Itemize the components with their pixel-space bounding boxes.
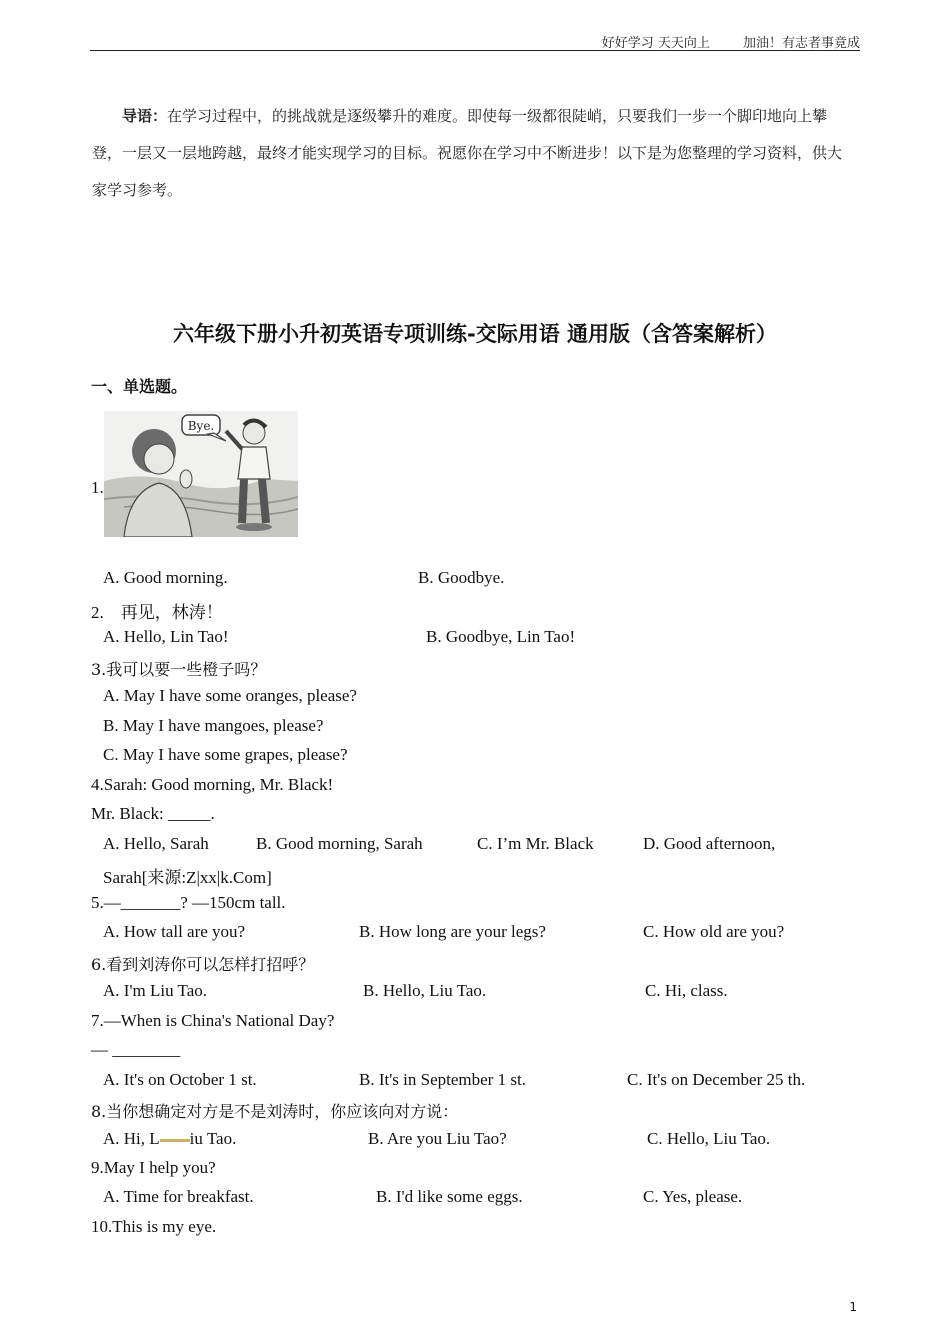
- q9-option-c: C. Yes, please.: [643, 1187, 743, 1206]
- q6-stem: 6.看到刘涛你可以怎样打招呼？: [91, 955, 315, 974]
- q9-option-a: A. Time for breakfast.: [103, 1187, 254, 1206]
- intro-text: 在学习过程中，的挑战就是逐级攀升的难度。即使每一级都很陡峭，只要我们一步一个脚印地向上攀登，一层又一层地跨越，最终才能实现学习的目标。祝愿你在学习中不断进步！以下是为您整理的学习资料，供大家学习参考。: [92, 107, 843, 199]
- q4-option-a: A. Hello, Sarah: [103, 834, 209, 853]
- page-number: 1: [849, 1300, 857, 1314]
- q4-stem: 4.Sarah: Good morning, Mr. Black!: [91, 775, 334, 794]
- highlight-mark: [160, 1136, 190, 1142]
- q7-stem: 7.—When is China's National Day?: [91, 1011, 335, 1030]
- q10-stem: 10.This is my eye.: [91, 1217, 217, 1236]
- q3-stem: 3.我可以要一些橙子吗？: [91, 660, 267, 679]
- q2-option-a: A. Hello, Lin Tao!: [103, 627, 229, 646]
- q5-option-b: B. How long are your legs?: [359, 922, 546, 941]
- q1-picture: [104, 411, 298, 537]
- q1-number: 1.: [91, 478, 104, 497]
- q2-stem: 2. 再见，林涛！: [91, 603, 223, 622]
- q2-option-b: B. Goodbye, Lin Tao!: [426, 627, 576, 646]
- q6-option-a: A. I'm Liu Tao.: [103, 981, 208, 1000]
- q4-option-b: B. Good morning, Sarah: [256, 834, 423, 853]
- q7-option-c: C. It's on December 25 th.: [627, 1070, 806, 1089]
- q8-option-b: B. Are you Liu Tao?: [368, 1129, 507, 1148]
- speech-bubble-text: Bye.: [187, 419, 215, 433]
- q9-stem: 9.May I help you?: [91, 1158, 216, 1177]
- q5-option-c: C. How old are you?: [643, 922, 785, 941]
- q7-option-b: B. It's in September 1 st.: [359, 1070, 526, 1089]
- q3-option-b: B. May I have mangoes, please?: [103, 716, 324, 735]
- page-header: [90, 30, 860, 51]
- intro-paragraph: [92, 98, 852, 209]
- q7-stem-2: — ________: [91, 1040, 181, 1059]
- q6-option-c: C. Hi, class.: [645, 981, 728, 1000]
- q9-option-b: B. I'd like some eggs.: [376, 1187, 523, 1206]
- q3-option-c: C. May I have some grapes, please?: [103, 745, 348, 764]
- q3-option-a: A. May I have some oranges, please?: [103, 686, 357, 705]
- q8-option-a: A. Hi, L iu Tao.: [103, 1129, 237, 1148]
- q6-option-b: B. Hello, Liu Tao.: [363, 981, 487, 1000]
- section-heading: 一、单选题。: [91, 377, 188, 396]
- q4-option-c: C. I’m Mr. Black: [477, 834, 594, 853]
- q4-option-d-cont: Sarah[来源:Z|xx|k.Com]: [103, 868, 272, 887]
- q1-option-a: A. Good morning.: [103, 568, 228, 587]
- q1-option-b: B. Goodbye.: [418, 568, 505, 587]
- q5-stem: 5.—_______? —150cm tall.: [91, 893, 286, 912]
- document-title: 六年级下册小升初英语专项训练-交际用语 通用版（含答案解析）: [172, 322, 778, 346]
- q7-option-a: A. It's on October 1 st.: [103, 1070, 257, 1089]
- q8-option-c: C. Hello, Liu Tao.: [647, 1129, 771, 1148]
- header-text: 好好学习 天天向上 加油！有志者事竟成: [601, 36, 860, 51]
- q4-stem-2: Mr. Black: _____.: [91, 804, 215, 823]
- q5-option-a: A. How tall are you?: [103, 922, 246, 941]
- intro-label: 导语：: [122, 107, 168, 125]
- q4-option-d: D. Good afternoon,: [643, 834, 776, 853]
- q8-stem: 8.当你想确定对方是不是刘涛时，你应该向对方说：: [91, 1102, 459, 1121]
